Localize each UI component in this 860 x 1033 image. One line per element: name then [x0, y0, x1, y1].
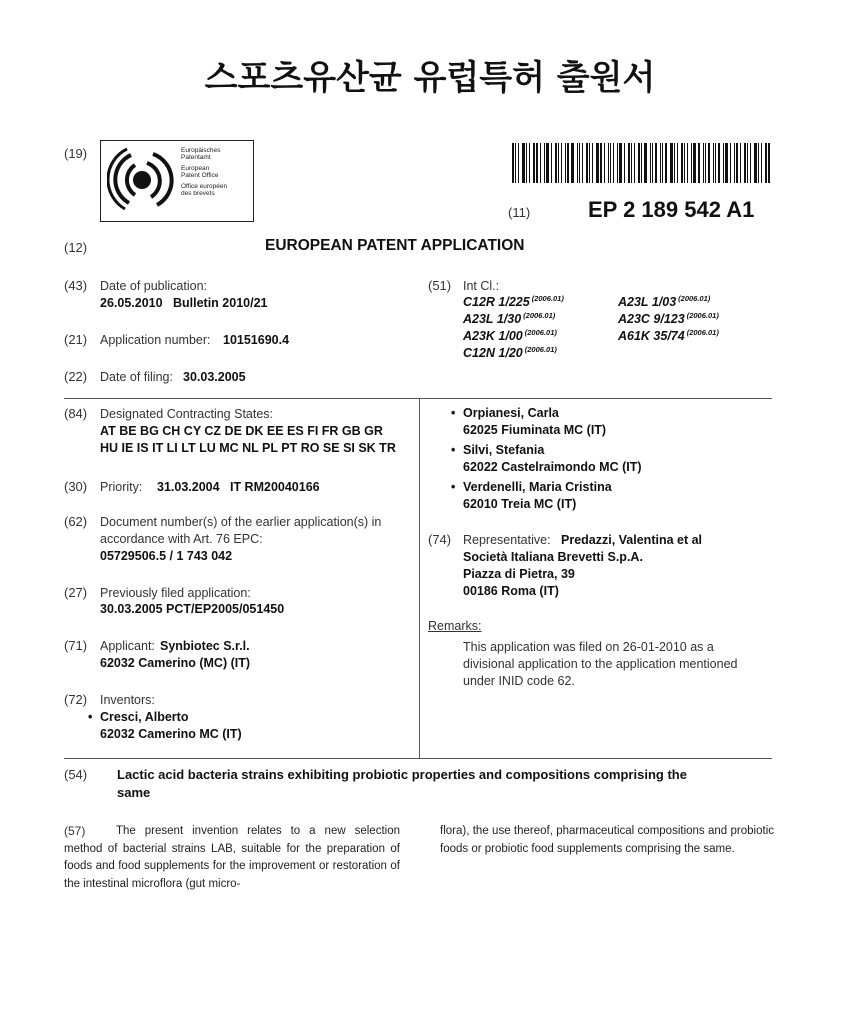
application-number-label: Application number: — [100, 333, 211, 347]
epo-emblem-icon — [107, 145, 177, 215]
ipc-class: A23L 1/03 $^{(2006.01)}$ — [618, 294, 711, 309]
inid-code-11: (11) — [508, 205, 531, 220]
filing-date-label: Date of filing: — [100, 370, 173, 384]
representative-label: Representative: — [463, 533, 551, 547]
applicant-address: 62032 Camerino (MC) (IT) — [100, 656, 251, 670]
barcode-bar — [608, 143, 609, 183]
office-name-de-1: Europäisches — [181, 147, 221, 154]
inid-code-43: (43) — [64, 278, 88, 293]
barcode-bar — [565, 143, 566, 183]
barcode-bar — [518, 143, 519, 183]
office-name-en-2: Patent Office — [181, 172, 219, 180]
inid-code-71: (71) — [64, 638, 88, 653]
column-divider — [419, 398, 420, 758]
bullet: • — [451, 480, 456, 494]
barcode-bar — [512, 143, 514, 183]
barcode-bar — [768, 143, 770, 183]
inid-code-84: (84) — [64, 406, 88, 421]
inid-code-72: (72) — [64, 692, 88, 707]
invention-title-line2: same — [117, 785, 151, 800]
barcode-bar — [546, 143, 549, 183]
designated-states-line2: HU IE IS IT LI LT LU MC NL PL PT RO SE SI SK TR — [100, 441, 396, 455]
inid-code-74: (74) — [428, 532, 452, 547]
representative-street: Piazza di Pietra, 39 — [463, 567, 575, 581]
abstract-column-1: The present invention relates to a new selection method of bacterial strains LAB, suitable for the preparation of foods and food supplements for the improvement or restoration of the intestinal microflora (gut micro- — [64, 825, 400, 890]
barcode-bar — [674, 143, 675, 183]
office-name-de-2: Patentamt — [181, 154, 211, 162]
application-number-value: 10151690.4 — [223, 333, 290, 347]
barcode-bar — [750, 143, 751, 183]
barcode-bar — [522, 143, 525, 183]
barcode-bar — [555, 143, 557, 183]
bullet: • — [88, 710, 93, 724]
designated-states-label: Designated Contracting States: — [100, 407, 274, 421]
barcode-bar — [624, 143, 625, 183]
barcode-bar — [582, 143, 583, 183]
inid-code-19: (19) — [64, 146, 88, 161]
barcode-bar — [561, 143, 562, 183]
office-names — [181, 147, 227, 197]
barcode-bar — [571, 143, 574, 183]
ipc-class: A61K 35/74 $^{(2006.01)}$ — [618, 328, 719, 343]
publication-date-value: 26.05.2010 Bulletin 2010/21 — [100, 296, 268, 310]
inid-code-21: (21) — [64, 332, 88, 347]
representative-city: 00186 Roma (IT) — [463, 584, 559, 598]
remarks-line2: divisional application to the application mentioned — [463, 657, 738, 671]
barcode-bar — [579, 143, 580, 183]
barcode-bar — [567, 143, 569, 183]
earlier-application-line2: accordance with Art. 76 EPC: — [100, 532, 263, 546]
barcode-bar — [644, 143, 647, 183]
barcode-bar — [715, 143, 716, 183]
barcode-bar — [665, 143, 667, 183]
barcode-bar — [592, 143, 593, 183]
barcode-bar — [693, 143, 696, 183]
barcode-bar — [544, 143, 545, 183]
barcode-bar — [744, 143, 746, 183]
ipc-class: A23L 1/30 $^{(2006.01)}$ — [463, 311, 556, 326]
barcode-bar — [761, 143, 762, 183]
barcode-bar — [725, 143, 728, 183]
barcode-bar — [734, 143, 735, 183]
barcode-bar — [641, 143, 642, 183]
ipc-class: A23C 9/123 $^{(2006.01)}$ — [618, 311, 719, 326]
barcode-bar — [687, 143, 688, 183]
inid-code-30: (30) — [64, 479, 88, 494]
earlier-application-line1: Document number(s) of the earlier application(s) in — [100, 515, 382, 529]
barcode-bar — [670, 143, 673, 183]
barcode-bar — [533, 143, 535, 183]
document-type: EUROPEAN PATENT APPLICATION — [265, 237, 525, 254]
section-divider-top — [64, 398, 772, 399]
applicant-label: Applicant: — [100, 639, 155, 653]
barcode-bar — [558, 143, 559, 183]
barcode-bar — [660, 143, 661, 183]
publication-number: EP 2 189 542 A1 — [588, 197, 755, 222]
barcode-bar — [730, 143, 731, 183]
barcode-bar — [713, 143, 714, 183]
office-name-fr-2: des brevets — [181, 190, 215, 198]
barcode-bar — [655, 143, 657, 183]
remarks-label: Remarks: — [428, 619, 482, 633]
office-name-fr-1: Office européen — [181, 182, 228, 190]
representative-name: Predazzi, Valentina et al — [561, 533, 703, 547]
barcode-bar — [740, 143, 741, 183]
ipc-class: C12R 1/225 $^{(2006.01)}$ — [463, 294, 564, 309]
inventor-name: Orpianesi, Carla — [463, 406, 559, 420]
invention-title-line1: Lactic acid bacteria strains exhibiting probiotic properties and compositions comprising the — [117, 767, 687, 782]
inventor-address: 62025 Fiuminata MC (IT) — [463, 423, 607, 437]
designated-states-line1: AT BE BG CH CY CZ DE DK EE ES FI FR GB GR — [100, 424, 383, 438]
page-heading: 스포츠유산균 유럽특허 출원서 — [204, 58, 656, 98]
priority-label: Priority: — [100, 480, 143, 494]
barcode-bar — [650, 143, 651, 183]
barcode-bar — [708, 143, 710, 183]
barcode-bar — [551, 143, 552, 183]
office-name-en-1: European — [181, 164, 210, 172]
barcode-bar — [681, 143, 683, 183]
inid-code-22: (22) — [64, 369, 88, 384]
barcode-bar — [723, 143, 724, 183]
barcode-bar — [718, 143, 720, 183]
barcode-bar — [703, 143, 704, 183]
barcode-bar — [765, 143, 767, 183]
barcode — [512, 143, 772, 183]
representative-firm: Società Italiana Brevetti S.p.A. — [463, 550, 643, 564]
inid-code-51: (51) — [428, 278, 452, 293]
previous-application-value: 30.03.2005 PCT/EP2005/051450 — [100, 602, 285, 616]
inid-code-27: (27) — [64, 585, 88, 600]
barcode-bar — [526, 143, 527, 183]
inid-code-12: (12) — [64, 240, 88, 255]
int-cl-label: Int Cl.: — [463, 279, 500, 293]
barcode-bar — [652, 143, 653, 183]
barcode-bar — [691, 143, 692, 183]
remarks-line1: This application was filed on 26-01-2010 as a — [463, 640, 714, 654]
barcode-bar — [596, 143, 599, 183]
filing-date-value: 30.03.2005 — [183, 370, 246, 384]
epo-logo — [100, 140, 254, 222]
barcode-bar — [747, 143, 748, 183]
barcode-bar — [617, 143, 618, 183]
inid-code-62: (62) — [64, 514, 88, 529]
priority-value: 31.03.2004 IT RM20040166 — [157, 480, 320, 494]
barcode-bar — [610, 143, 612, 183]
barcode-bar — [628, 143, 630, 183]
remarks-line3: under INID code 62. — [463, 674, 575, 688]
barcode-bar — [684, 143, 685, 183]
earlier-application-value: 05729506.5 / 1 743 042 — [100, 549, 233, 563]
inventor-address: 62032 Camerino MC (IT) — [100, 727, 242, 741]
barcode-bar — [540, 143, 541, 183]
inventor-name: Verdenelli, Maria Cristina — [463, 480, 612, 494]
barcode-bar — [586, 143, 588, 183]
barcode-bar — [619, 143, 622, 183]
inventor-name: Silvi, Stefania — [463, 443, 545, 457]
barcode-bar — [758, 143, 759, 183]
previous-application-label: Previously filed application: — [100, 586, 251, 600]
barcode-bar — [577, 143, 578, 183]
barcode-bar — [634, 143, 635, 183]
inventors-label: Inventors: — [100, 693, 155, 707]
barcode-bar — [631, 143, 632, 183]
section-divider-bottom — [64, 758, 772, 759]
abstract-column-2: flora), the use thereof, pharmaceutical compositions and probiotic foods or probiotic food supplements comprising the same. — [440, 825, 774, 855]
barcode-bar — [677, 143, 678, 183]
bullet: • — [451, 443, 456, 457]
inventor-address: 62022 Castelraimondo MC (IT) — [463, 460, 642, 474]
bullet: • — [451, 406, 456, 420]
applicant-name: Synbiotec S.r.l. — [160, 639, 250, 653]
inventor-name: Cresci, Alberto — [100, 710, 189, 724]
barcode-bar — [613, 143, 614, 183]
inid-code-54: (54) — [64, 767, 88, 782]
inid-code-57: (57) — [64, 824, 86, 838]
barcode-bar — [638, 143, 640, 183]
barcode-bar — [662, 143, 663, 183]
barcode-bar — [536, 143, 538, 183]
barcode-bar — [600, 143, 602, 183]
ipc-class: A23K 1/00 $^{(2006.01)}$ — [463, 328, 557, 343]
barcode-bar — [754, 143, 757, 183]
barcode-bar — [589, 143, 590, 183]
publication-date-label: Date of publication: — [100, 279, 208, 293]
ipc-class: C12N 1/20 $^{(2006.01)}$ — [463, 345, 557, 360]
inventor-address: 62010 Treia MC (IT) — [463, 497, 577, 511]
barcode-bar — [515, 143, 516, 183]
barcode-bar — [698, 143, 700, 183]
barcode-bar — [736, 143, 738, 183]
barcode-bar — [705, 143, 706, 183]
barcode-bar — [604, 143, 605, 183]
barcode-bar — [529, 143, 530, 183]
